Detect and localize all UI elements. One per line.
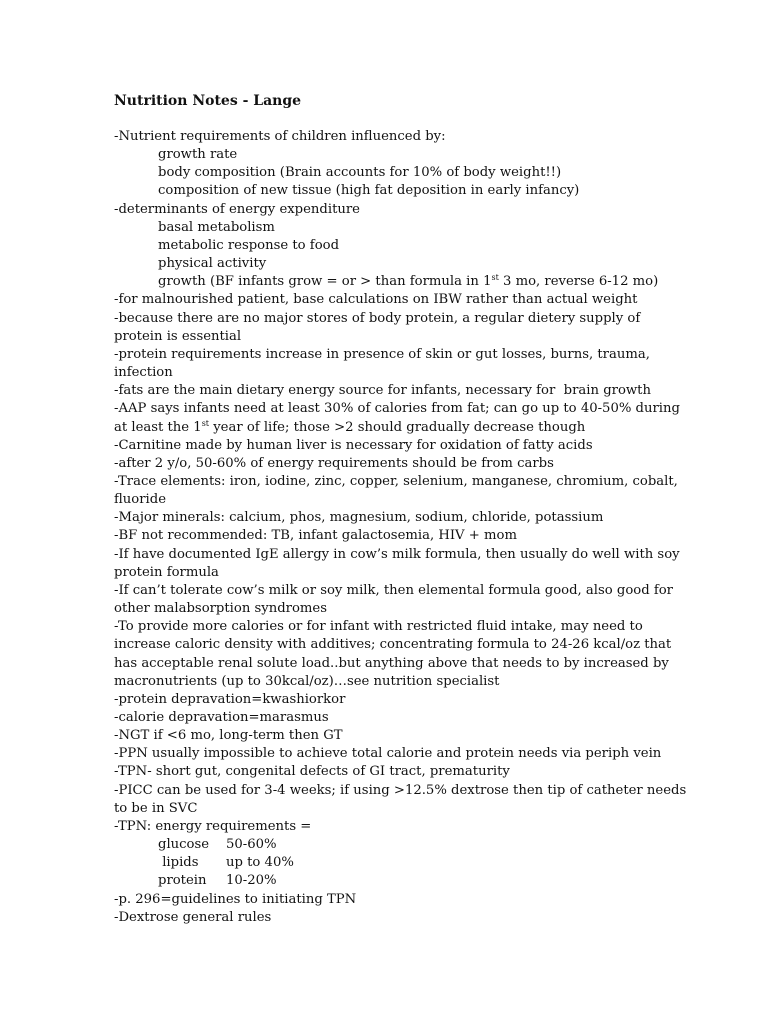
page-title: Nutrition Notes - Lange bbox=[114, 93, 302, 109]
text-line: -BF not recommended: TB, infant galactosemia, HIV + mom bbox=[114, 528, 517, 544]
text-line: -NGT if <6 mo, long-term then GT bbox=[114, 728, 343, 744]
tpn-value: up to 40% bbox=[226, 855, 294, 871]
text-line: -calorie depravation=marasmus bbox=[114, 710, 329, 725]
text-span: at least the 1 bbox=[114, 419, 202, 435]
text-line: -determinants of energy expenditure bbox=[114, 201, 360, 217]
text-line: macronutrients (up to 30kcal/oz)…see nutrition specialist bbox=[114, 673, 500, 689]
text-span: 3 mo, reverse 6-12 mo) bbox=[498, 274, 659, 290]
text-line: increase caloric density with additives; concentrating formula to 24-26 kcal/oz that bbox=[114, 637, 672, 653]
text-line: has acceptable renal solute load..but anything above that needs to by increased by bbox=[114, 655, 669, 671]
text-line: -because there are no major stores of body protein, a regular dietery supply of bbox=[114, 310, 641, 326]
tpn-name: lipids bbox=[158, 855, 199, 871]
text-line: -protein depravation=kwashiorkor bbox=[114, 691, 346, 707]
text-line: -for malnourished patient, base calculations on IBW rather than actual weight bbox=[114, 292, 638, 308]
tpn-value: 50-60% bbox=[226, 837, 277, 853]
text-line: basal metabolism bbox=[158, 219, 275, 235]
tpn-name: protein bbox=[158, 873, 207, 889]
text-span: year of life; those >2 should gradually decrease though bbox=[209, 419, 586, 435]
tpn-value: 10-20% bbox=[226, 873, 277, 889]
text-line: -Nutrient requirements of children influenced by: bbox=[114, 129, 446, 144]
text-line: growth rate bbox=[158, 147, 238, 163]
text-line: -Dextrose general rules bbox=[114, 909, 272, 925]
text-line: -after 2 y/o, 50-60% of energy requirements should be from carbs bbox=[114, 455, 554, 471]
text-line: -PICC can be used for 3-4 weeks; if using >12.5% dextrose then tip of catheter needs bbox=[114, 782, 687, 798]
text-span: growth (BF infants grow = or > than formula in 1 bbox=[158, 274, 492, 290]
text-line: infection bbox=[114, 365, 173, 381]
text-line: protein is essential bbox=[114, 328, 242, 344]
text-line: -If have documented IgE allergy in cow’s milk formula, then usually do well with soy bbox=[114, 546, 680, 562]
text-line: -TPN- short gut, congenital defects of GI tract, prematurity bbox=[114, 764, 510, 780]
text-line: -To provide more calories or for infant with restricted fluid intake, may need to bbox=[114, 619, 643, 635]
text-line: -PPN usually impossible to achieve total calorie and protein needs via periph vein bbox=[114, 746, 662, 762]
text-line: -p. 296=guidelines to initiating TPN bbox=[114, 891, 357, 907]
text-line bbox=[114, 273, 754, 291]
tpn-row bbox=[114, 854, 754, 872]
text-line: -fats are the main dietary energy source for infants, necessary for brain growth bbox=[114, 383, 651, 399]
tpn-name: glucose bbox=[158, 837, 210, 853]
tpn-row bbox=[114, 872, 754, 890]
text-line: composition of new tissue (high fat deposition in early infancy) bbox=[158, 183, 580, 199]
text-line: -AAP says infants need at least 30% of calories from fat; can go up to 40-50% during bbox=[114, 401, 680, 417]
document-page bbox=[114, 92, 754, 927]
text-line: -TPN: energy requirements = bbox=[114, 818, 312, 834]
text-line: metabolic response to food bbox=[158, 237, 340, 253]
text-line: -Trace elements: iron, iodine, zinc, copper, selenium, manganese, chromium, cobalt, bbox=[114, 473, 678, 489]
text-line: to be in SVC bbox=[114, 800, 198, 816]
text-line: -Carnitine made by human liver is necessary for oxidation of fatty acids bbox=[114, 437, 593, 453]
text-line: -Major minerals: calcium, phos, magnesium, sodium, chloride, potassium bbox=[114, 510, 604, 526]
text-line: fluoride bbox=[114, 492, 166, 508]
text-line: -protein requirements increase in presence of skin or gut losses, burns, trauma, bbox=[114, 346, 650, 362]
tpn-row bbox=[114, 836, 754, 854]
text-line: body composition (Brain accounts for 10% of body weight!!) bbox=[158, 165, 562, 181]
text-line bbox=[114, 419, 754, 437]
superscript: st bbox=[201, 418, 210, 428]
text-line: other malabsorption syndromes bbox=[114, 601, 327, 617]
superscript: st bbox=[491, 273, 499, 283]
text-line: protein formula bbox=[114, 564, 219, 580]
text-line: physical activity bbox=[158, 256, 267, 272]
text-line: -If can’t tolerate cow’s milk or soy milk, then elemental formula good, also good for bbox=[114, 582, 673, 598]
